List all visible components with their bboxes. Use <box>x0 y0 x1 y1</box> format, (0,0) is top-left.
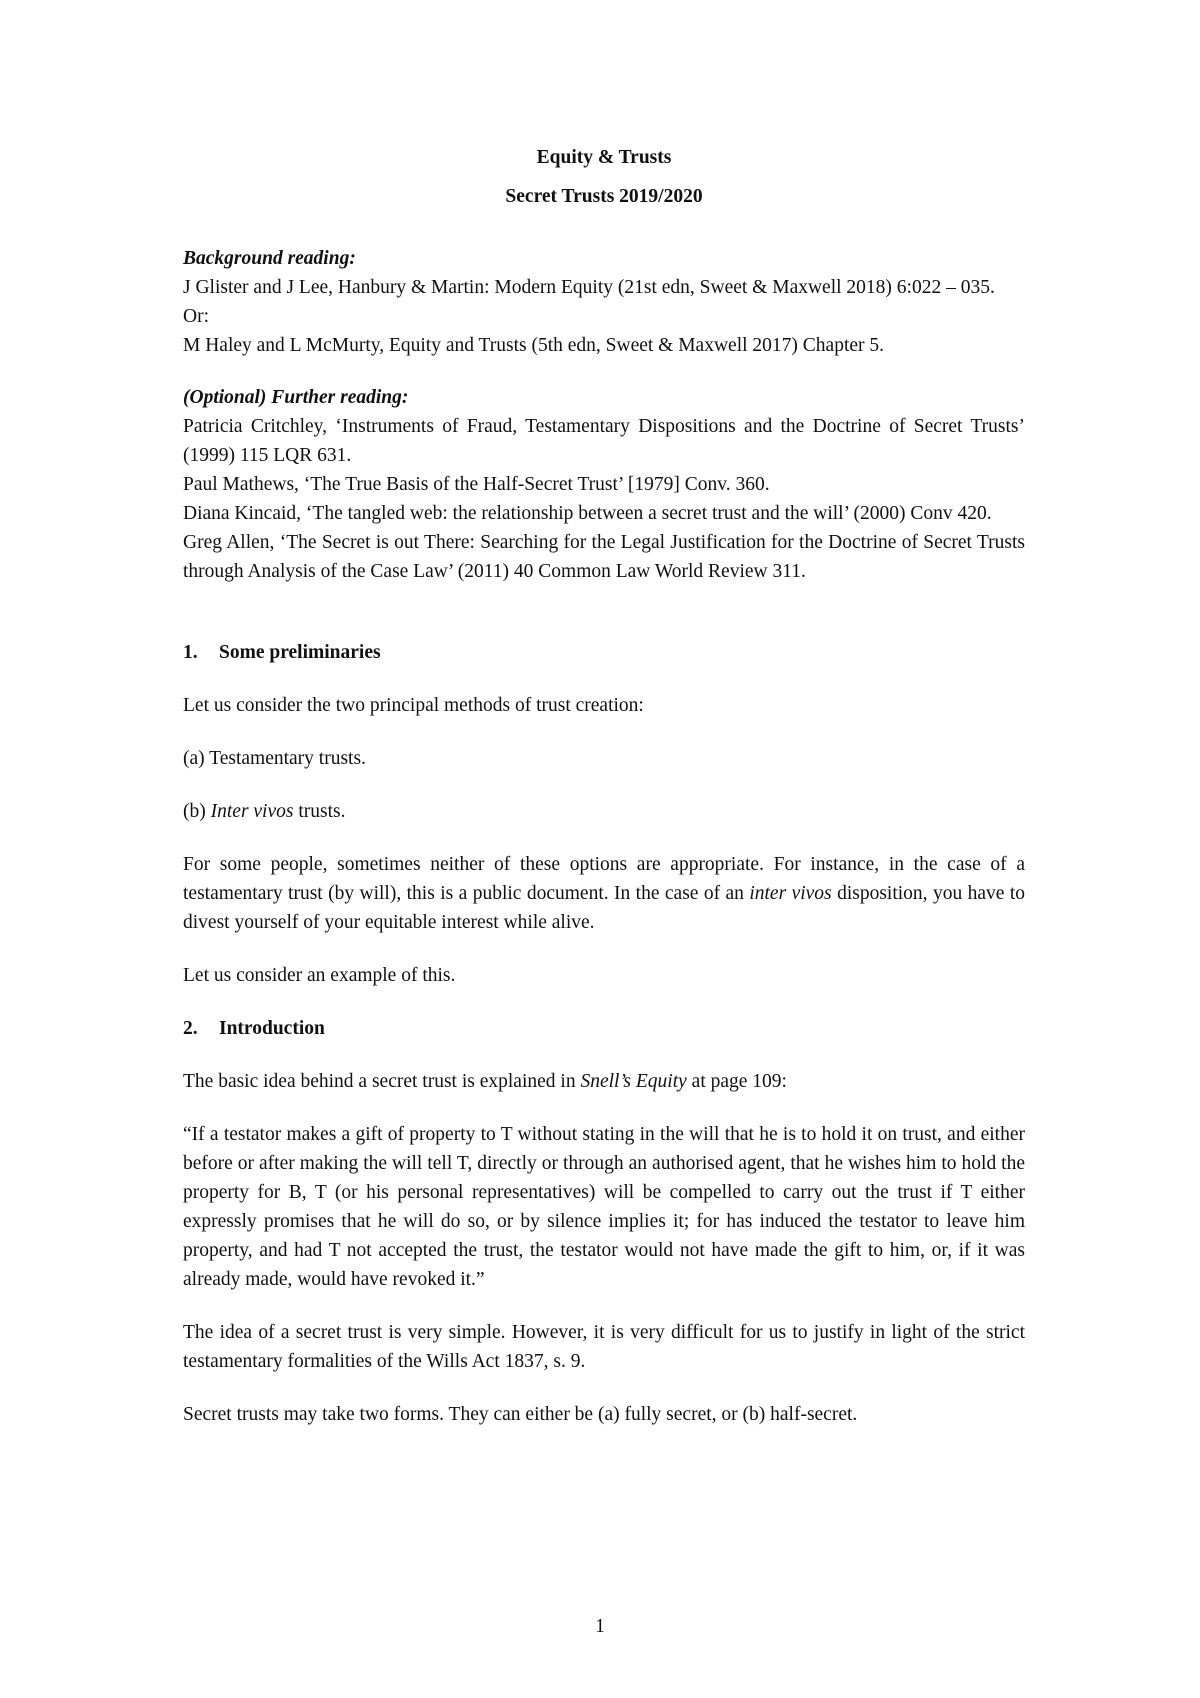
document-title: Equity & Trusts <box>536 147 672 168</box>
intro-suffix: at page 109: <box>686 1071 787 1092</box>
section-1-heading <box>183 638 1025 667</box>
section-1-example: Let us consider an example of this. <box>183 965 456 986</box>
background-reading-or: Or: <box>183 306 209 327</box>
item-b-italic: Inter vivos <box>210 801 294 822</box>
intro-italic: Snell’s Equity <box>580 1071 687 1092</box>
paragraph-italic: inter vivos <box>749 883 832 904</box>
section-2-title: Introduction <box>219 1018 325 1039</box>
background-reading-ref-2: M Haley and L McMurty, Equity and Trusts (5th edn, Sweet & Maxwell 2017) Chapter 5. <box>183 335 885 356</box>
section-1-item-a: (a) Testamentary trusts. <box>183 748 366 769</box>
section-2-heading <box>183 1014 1025 1043</box>
section-2-number: 2. <box>183 1018 198 1039</box>
further-reading-heading: (Optional) Further reading: <box>183 387 409 408</box>
further-reading-ref: Diana Kincaid, ‘The tangled web: the relationship between a secret trust and the will’ (2000) Conv 420. <box>183 503 992 524</box>
paragraph-part-1: For some people, sometimes neither of these options are appropriate. For instance, in the case of a testamentary trust (by will), this is a public document. In the case of an <box>183 854 1025 904</box>
further-reading-ref: Paul Mathews, ‘The True Basis of the Half-Secret Trust’ [1979] Conv. 360. <box>183 474 770 495</box>
intro-prefix: The basic idea behind a secret trust is explained in <box>183 1071 581 1092</box>
further-reading-ref: Patricia Critchley, ‘Instruments of Fraud, Testamentary Dispositions and the Doctrine of Secret Trusts’ (1999) 115 LQR 631. <box>183 416 1025 466</box>
further-reading-ref: Greg Allen, ‘The Secret is out There: Searching for the Legal Justification for the Doctrine of Secret Trusts through Analysis of the Case Law’ (2011) 40 Common Law World Review 311. <box>183 532 1025 582</box>
background-reading-ref-1: J Glister and J Lee, Hanbury & Martin: Modern Equity (21st edn, Sweet & Maxwell 2018) 6:022 – 035. <box>183 277 995 298</box>
section-1-title: Some preliminaries <box>219 642 381 663</box>
section-1-number: 1. <box>183 642 198 663</box>
section-2-forms: Secret trusts may take two forms. They can either be (a) fully secret, or (b) half-secret. <box>183 1404 858 1425</box>
document-subtitle: Secret Trusts 2019/2020 <box>505 186 703 207</box>
section-1-paragraph <box>183 850 1025 937</box>
section-2-intro <box>183 1067 1025 1096</box>
section-1-item-b <box>183 797 1025 826</box>
item-b-prefix: (b) <box>183 801 211 822</box>
section-2-paragraph: The idea of a secret trust is very simple. However, it is very difficult for us to justify in light of the strict testamentary formalities of the Wills Act 1837, s. 9. <box>183 1322 1025 1372</box>
section-2-quote: “If a testator makes a gift of property to T without stating in the will that he is to hold it on trust, and either before or after making the will tell T, directly or through an authorised agent, that he wishes him to hold the property for B, T (or his personal representatives) will be compelled to carry out the trust if T either expressly promises that he will do so, or by silence implies it; for has induced the testator to leave him property, and had T not accepted the trust, the testator would not have made the gift to him, or, if it was already made, would have revoked it.” <box>183 1124 1025 1290</box>
section-1-intro: Let us consider the two principal methods of trust creation: <box>183 695 644 716</box>
item-b-suffix: trusts. <box>293 801 346 822</box>
paragraph-part-2: disposition, you have to divest yourself of your equitable interest while alive. <box>183 883 1025 933</box>
page-number: 1 <box>595 1616 605 1637</box>
background-reading-heading: Background reading: <box>183 248 356 269</box>
document-body <box>183 143 1025 1429</box>
